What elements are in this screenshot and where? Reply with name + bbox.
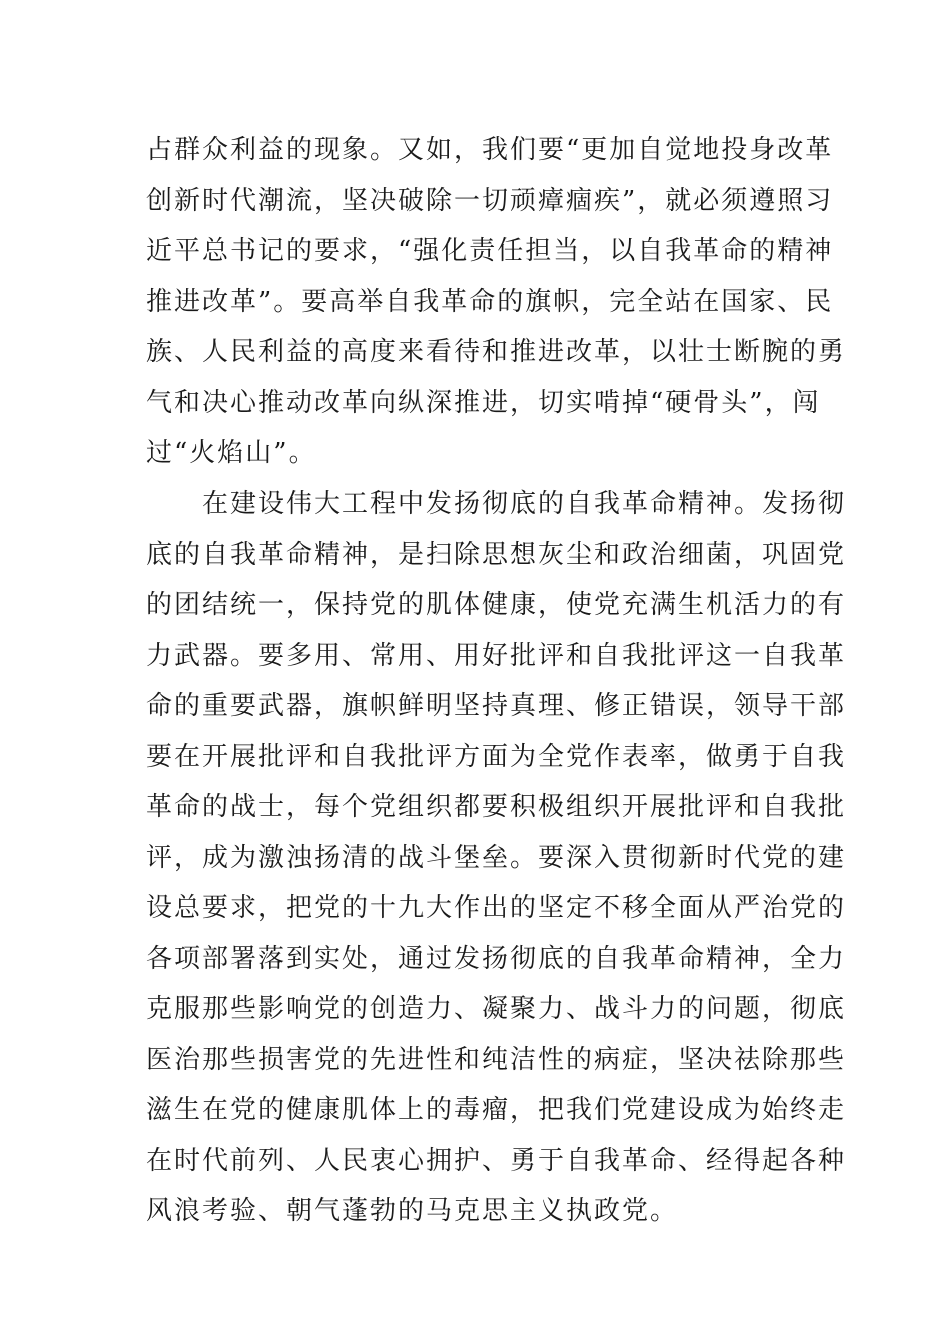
paragraph-1 [146, 125, 847, 479]
text-line: 推进改革”。要高举自我革命的旗帜，完全站在国家、民 [146, 286, 834, 317]
text-line: 力武器。要多用、常用、用好批评和自我批评这一自我革 [146, 640, 847, 671]
text-line: 风浪考验、朝气蓬勃的马克思主义执政党。 [146, 1196, 679, 1226]
text-line: 革命的战士，每个党组织都要积极组织开展批评和自我批 [146, 792, 847, 822]
text-line: 的团结统一，保持党的肌体健康，使党充满生机活力的有 [146, 590, 847, 620]
text-line: 滋生在党的健康肌体上的毒瘤，把我们党建设成为始终走 [146, 1095, 847, 1125]
text-line: 占群众利益的现象。又如，我们要“更加自觉地投身改革 [146, 135, 834, 165]
text-line: 医治那些损害党的先进性和纯洁性的病症，坚决祛除那些 [146, 1044, 847, 1075]
text-line: 族、人民利益的高度来看待和推进改革，以壮士断腕的勇 [146, 337, 847, 367]
text-line: 底的自我革命精神，是扫除思想灰尘和政治细菌，巩固党 [146, 539, 847, 570]
text-line: 在时代前列、人民衷心拥护、勇于自我革命、经得起各种 [146, 1145, 847, 1176]
text-line: 评，成为激浊扬清的战斗堡垒。要深入贯彻新时代党的建 [146, 842, 847, 873]
text-line: 在建设伟大工程中发扬彻底的自我革命精神。发扬彻 [202, 489, 847, 519]
text-line: 命的重要武器，旗帜鲜明坚持真理、修正错误，领导干部 [146, 691, 847, 721]
text-line: 设总要求，把党的十九大作出的坚定不移全面从严治党的 [146, 893, 847, 923]
text-line: 创新时代潮流，坚决破除一切顽瘴痼疾”，就必须遵照习 [146, 185, 834, 216]
text-line: 气和决心推动改革向纵深推进，切实啃掉“硬骨头”，闯 [146, 387, 821, 418]
text-line: 克服那些影响党的创造力、凝聚力、战斗力的问题，彻底 [146, 994, 847, 1024]
text-line: 各项部署落到实处，通过发扬彻底的自我革命精神，全力 [146, 943, 847, 974]
text-line: 要在开展批评和自我批评方面为全党作表率，做勇于自我 [146, 741, 847, 772]
text-line: 过“火焰山”。 [146, 438, 317, 468]
text-line: 近平总书记的要求，“强化责任担当，以自我革命的精神 [146, 236, 834, 266]
paragraph-2 [146, 479, 847, 1237]
